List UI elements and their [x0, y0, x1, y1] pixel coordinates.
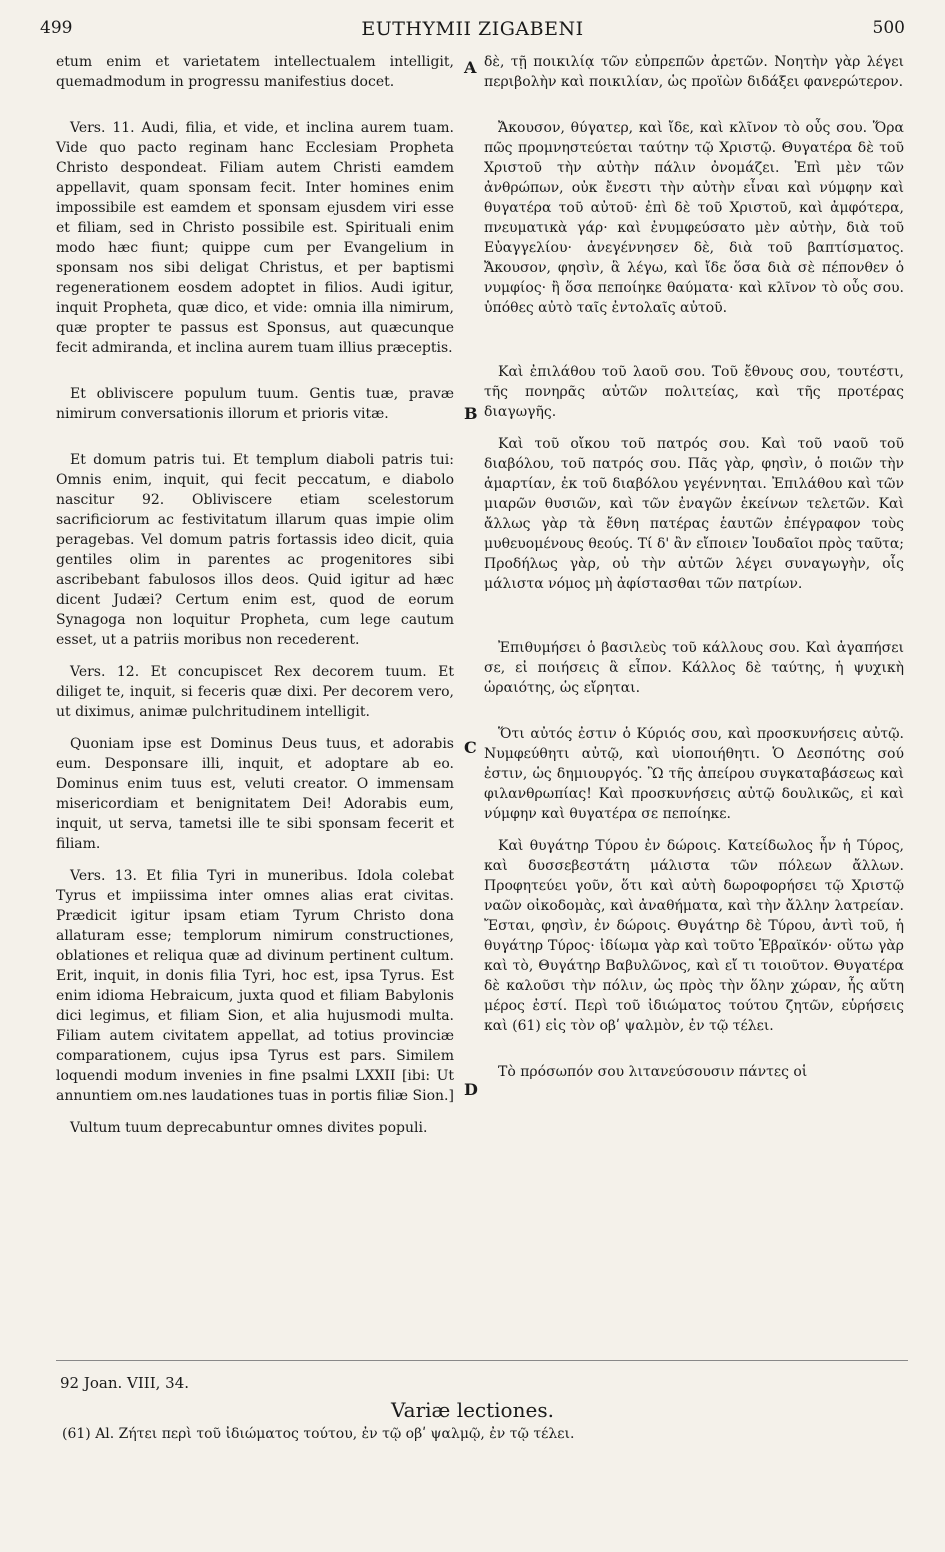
page-number-left: 499	[40, 18, 73, 38]
page-number-right: 500	[872, 18, 905, 38]
greek-paragraph: Ἐπιθυμήσει ὁ βασιλεὺς τοῦ κάλλους σου. Καὶ ἀγαπήσει σε, εἰ ποιήσεις ἃ εἶπον. Κάλλος δὲ ταύτης, ἡ ψυχικὴ ὡραιότης, ὡς εἴρηται.	[484, 640, 904, 696]
running-title: EUTHYMII ZIGABENI	[361, 18, 584, 40]
variae-lectiones-line: (61) Al. Ζήτει περὶ τοῦ ἰδιώματος τούτου, ἐν τῷ οβʹ ψαλμῷ, ἐν τῷ τέλει.	[62, 1426, 575, 1442]
margin-mark-b: B	[464, 404, 478, 423]
latin-paragraph: Et obliviscere populum tuum. Gentis tuæ, pravæ nimirum conversationis illorum et prioris vitæ.	[56, 386, 454, 422]
latin-paragraph: Quoniam ipse est Dominus Deus tuus, et adorabis eum. Desponsare illi, inquit, et adoptare ab eo. Dominus enim tuus est, veluti creator. O immensam misericordiam et benignitatem Dei! Adorabis eum, inquit, ut serva, tametsi ille te sibi sponsam fecerit et filiam.	[56, 736, 454, 852]
latin-paragraph: etum enim et varietatem intellectualem intelligit, quemadmodum in progressu manifestius docet.	[56, 54, 454, 90]
footnote: 92 Joan. VIII, 34.	[60, 1374, 190, 1392]
page-header	[40, 18, 905, 46]
latin-paragraph: Et domum patris tui. Et templum diaboli patris tui: Omnis enim, inquit, qui fecit peccatum, e diabolo nascitur 92. Obliviscere etiam scelestorum sacrificiorum ac festivitatum illarum quas impie olim peragebas. Vel domum patris fortassis ideo dicit, quia gentiles olim in parentes ac progenitores sibi ascribebant fabulosos illos deos. Quid igitur ad hæc dicent Judæi? Certum enim est, quod de eorum Synagoga non loquitur Propheta, cum lege cautum esset, ut a patriis moribus non recederent.	[56, 452, 454, 648]
latin-paragraph: Vers. 13. Et filia Tyri in muneribus. Idola colebat Tyrus et impiissima inter omnes alias erat civitas. Prædicit igitur ipsam etiam Tyrum Christo dona allaturam esse; templorum nimirum constructiones, oblationes et reliqua quæ ad divinum pertinent cultum. Erit, inquit, in donis filia Tyri, hoc est, ipsa Tyrus. Est enim idioma Hebraicum, juxta quod et filiam Babylonis dici legimus, et filiam Sion, et alia hujusmodi multa. Filiam autem civitatem appellat, ad totius provinciæ comparationem, cujus ipsa Tyrus est pars. Similem loquendi modum invenies in fine psalmi LXXII [ibi: Ut annuntiem om.nes laudationes tuas in portis filiæ Sion.]	[56, 868, 454, 1104]
greek-paragraph: Ὅτι αὐτός ἐστιν ὁ Κύριός σου, καὶ προσκυνήσεις αὐτῷ. Νυμφεύθητι αὐτῷ, καὶ υἱοποιήθητι. Ὁ Δεσπότης σού ἐστιν, ὡς δημιουργός. Ὢ τῆς ἀπείρου συγκαταβάσεως καὶ φιλανθρωπίας! Καὶ προσκυνήσεις αὐτῷ δουλικῶς, εἰ καὶ νύμφην καὶ θυγατέρα σε πεποίηκε.	[484, 726, 904, 822]
latin-column	[56, 52, 454, 1150]
greek-paragraph: Τὸ πρόσωπόν σου λιτανεύσουσιν πάντες οἱ	[498, 1064, 808, 1080]
margin-mark-c: C	[464, 738, 477, 757]
variae-lectiones-title: Variæ lectiones.	[391, 1398, 554, 1422]
footnote-divider	[56, 1360, 908, 1361]
margin-mark-d: D	[464, 1080, 478, 1099]
latin-paragraph: Vers. 12. Et concupiscet Rex decorem tuum. Et diliget te, inquit, si feceris quæ dixi. Per decorem vero, ut diximus, animæ pulchritudinem intelligit.	[56, 664, 454, 720]
greek-paragraph: Ἄκουσον, θύγατερ, καὶ ἴδε, καὶ κλῖνον τὸ οὖς σου. Ὅρα πῶς προμνηστεύεται ταύτην τῷ Χριστῷ. Θυγατέρα δὲ τοῦ Χριστοῦ τὴν αὐτὴν πάλιν ὀνομάζει. Ἐπὶ μὲν τῶν ἀνθρώπων, οὐκ ἔνεστι τὴν αὐτὴν εἶναι καὶ νύμφην καὶ θυγατέρα τοῦ αὐτοῦ· ἐπὶ δὲ τοῦ Χριστοῦ, καὶ ἀμφότερα, πνευματικὰ γάρ· καὶ ἐνυμφεύσατο μὲν αὐτὴν, διὰ τοῦ Εὐαγγελίου· ἀνεγέννησεν δὲ, διὰ τοῦ βαπτίσματος. Ἄκουσον, φησὶν, ἃ λέγω, καὶ ἴδε ὅσα διὰ σὲ πέπονθεν ὁ νυμφίος· ἢ ὅσα πεποίηκε θαύματα· καὶ κλῖνον τὸ οὖς σου. ὑπόθες αὐτὸ ταῖς ἐντολαῖς αὐτοῦ.	[484, 120, 904, 316]
margin-mark-a: A	[464, 58, 477, 77]
greek-paragraph: δὲ, τῇ ποικιλίᾳ τῶν εὐπρεπῶν ἀρετῶν. Νοητὴν γὰρ λέγει περιβολὴν καὶ ποικιλίαν, ὡς προϊὼν διδάξει φανερώτερον.	[484, 54, 904, 90]
greek-paragraph: Καὶ θυγάτηρ Τύρου ἐν δώροις. Κατείδωλος ἦν ἡ Τύρος, καὶ δυσσεβεστάτη μάλιστα τῶν πόλεων ἄλλων. Προφητεύει γοῦν, ὅτι καὶ αὐτὴ δωροφορήσει τῷ Χριστῷ ναῶν οἰκοδομὰς, καὶ ἀναθήματα, καὶ τὴν ἄλλην λατρείαν. Ἔσται, φησὶν, ἐν δώροις. Θυγάτηρ δὲ Τύρου, ἀντὶ τοῦ, ἡ θυγάτηρ Τύρος· ἰδίωμα γὰρ καὶ τοῦτο Ἑβραϊκόν· οὕτω γὰρ καὶ τὸ, Θυγάτηρ Βαβυλῶνος, καὶ εἴ τι τοιοῦτον. Θυγατέρα δὲ καλοῦσι τὴν πόλιν, ὡς πρὸς τὴν ὅλην χώραν, ἧς αὕτη μέρος ἐστί. Περὶ τοῦ ἰδιώματος τούτου ζητῶν, εὑρήσεις καὶ (61) εἰς τὸν οβʹ ψαλμὸν, ἐν τῷ τέλει.	[484, 838, 904, 1034]
latin-paragraph: Vers. 11. Audi, filia, et vide, et inclina aurem tuam. Vide quo pacto reginam hanc Ecclesiam Propheta Christo despondeat. Filiam autem Christi eamdem appellavit, quam sponsam fecit. Inter homines enim impossibile est eamdem et sponsam ejusdem viri esse et filiam, sed in Christo possibile est. Spirituali enim modo hæc fiunt; quippe cum per Evangelium in sponsam nos sibi deligat Christus, et per baptismi regenerationem eosdem adoptet in filios. Audi igitur, inquit Propheta, quæ dico, et vide: omnia illa nimirum, quæ propter te passus est Sponsus, aut quæcunque fecit admiranda, et inclina aurem tuam illius præceptis.	[56, 120, 454, 356]
greek-column	[484, 52, 904, 1094]
latin-paragraph: Vultum tuum deprecabuntur omnes divites populi.	[70, 1120, 428, 1136]
greek-paragraph: Καὶ τοῦ οἴκου τοῦ πατρός σου. Καὶ τοῦ ναοῦ τοῦ διαβόλου, τοῦ πατρός σου. Πᾶς γὰρ, φησὶν, ὁ ποιῶν τὴν ἁμαρτίαν, ἐκ τοῦ διαβόλου γεγέννηται. Ἐπιλάθου καὶ τῶν μιαρῶν θυσιῶν, καὶ τῶν ἐναγῶν ἐκείνων τελετῶν. Καὶ ἄλλως γὰρ τὰ ἔθνη πατέρας ἑαυτῶν ἐπέγραφον τοὺς μυθευομένους θεούς. Τί δ' ἂν εἴποιεν Ἰουδαῖοι πρὸς ταῦτα; Προδήλως γὰρ, οὐ τὴν αὐτῶν λέγει συναγωγὴν, οἷς μάλιστα νόμος μὴ ἀφίστασθαι τῶν πατρίων.	[484, 436, 904, 592]
greek-paragraph: Καὶ ἐπιλάθου τοῦ λαοῦ σου. Τοῦ ἔθνους σου, τουτέστι, τῆς πονηρᾶς αὐτῶν πολιτείας, καὶ τῆς προτέρας διαγωγῆς.	[484, 364, 904, 420]
